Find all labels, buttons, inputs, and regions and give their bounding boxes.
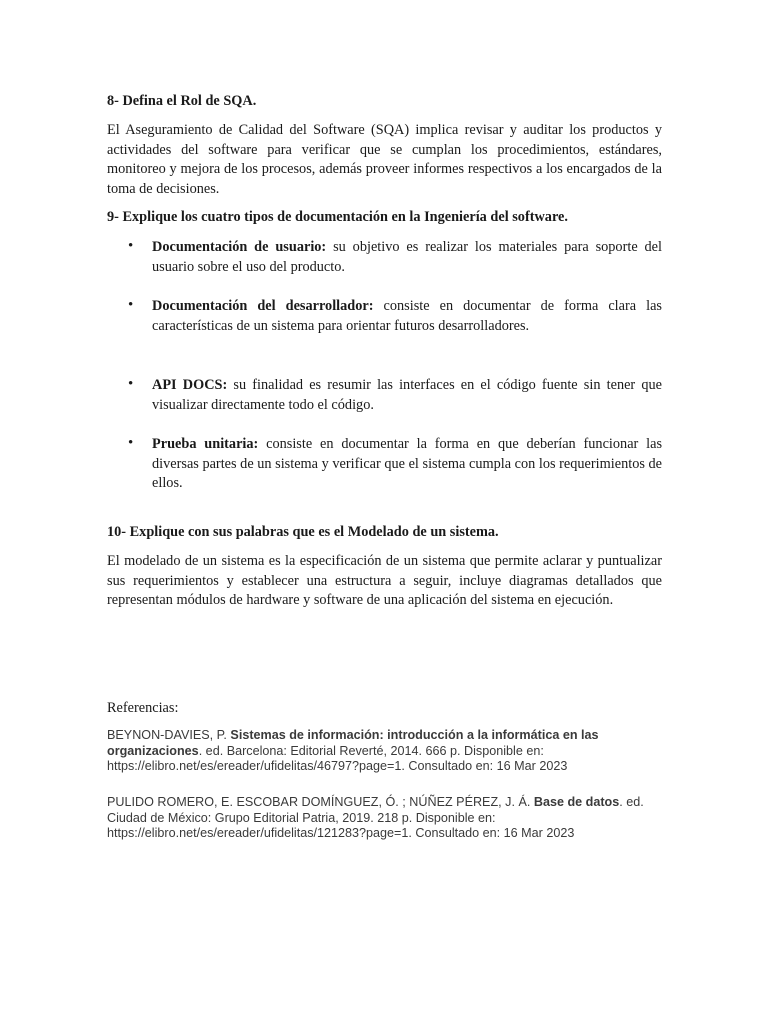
reference-entry	[107, 795, 662, 842]
reference-entry	[107, 728, 662, 775]
reference-details: . ed. Ciudad de México: Grupo Editorial Patria, 2019. 218 p. Disponible en: https://elibro.net/es/ereader/ufidelitas/121283?page=1. Consultado en: 16 Mar 2023	[107, 795, 644, 840]
list-item-text: su objetivo es realizar los materiales para soporte del usuario sobre el uso del producto.	[152, 239, 663, 275]
list-item-term: Prueba unitaria:	[152, 436, 259, 452]
bullet-icon: •	[128, 376, 134, 392]
reference-details: . ed. Barcelona: Editorial Reverté, 2014. 666 p. Disponible en: https://elibro.net/es/ereader/ufidelitas/46797?page=1. Consultado en: 16 Mar 2023	[107, 743, 568, 773]
section-9-heading: 9- Explique los cuatro tipos de documentación en la Ingeniería del software.	[107, 209, 568, 225]
list-item-text: consiste en documentar la forma en que deberían funcionar las diversas partes de un sistema y verificar que el sistema cumpla con los requerimientos de ellos.	[152, 436, 663, 491]
list-item	[152, 435, 662, 494]
references-label: Referencias:	[107, 700, 179, 716]
list-item	[152, 376, 662, 415]
list-item-term: Documentación de usuario:	[152, 239, 327, 255]
bullet-icon: •	[128, 435, 134, 451]
section-10-body: El modelado de un sistema es la especificación de un sistema que permite aclarar y puntualizar sus requerimientos y establecer una estructura a seguir, incluye diagramas detallados que representan módulos de hardware y software de una aplicación del sistema en ejecución.	[107, 553, 662, 608]
bullet-icon: •	[128, 297, 134, 313]
section-10-heading: 10- Explique con sus palabras que es el Modelado de un sistema.	[107, 524, 499, 540]
reference-title: Sistemas de información: introducción a la informática en las organizaciones	[107, 728, 599, 758]
list-item-text: su finalidad es resumir las interfaces en el código fuente sin tener que visualizar directamente todo el código.	[152, 377, 662, 413]
section-8-body: El Aseguramiento de Calidad del Software (SQA) implica revisar y auditar los productos y actividades del software para verificar que se cumplan los procedimientos, estándares, monitoreo y mejora de los procesos, además proveer informes respectivos a los encargados de la toma de decisiones.	[107, 122, 662, 197]
list-item-term: Documentación del desarrollador:	[152, 298, 374, 314]
reference-title: Base de datos	[533, 795, 620, 809]
list-item	[152, 238, 662, 277]
reference-authors: BEYNON-DAVIES, P.	[107, 728, 231, 742]
list-item-text: consiste en documentar de forma clara las características de un sistema para orientar futuros desarrolladores.	[152, 298, 662, 334]
list-item-term: API DOCS:	[152, 377, 228, 393]
list-item	[152, 297, 662, 336]
bullet-icon: •	[128, 238, 134, 254]
reference-authors: PULIDO ROMERO, E. ESCOBAR DOMÍNGUEZ, Ó. ; NÚÑEZ PÉREZ, J. Á.	[107, 795, 534, 809]
section-8-heading: 8- Defina el Rol de SQA.	[107, 93, 257, 109]
